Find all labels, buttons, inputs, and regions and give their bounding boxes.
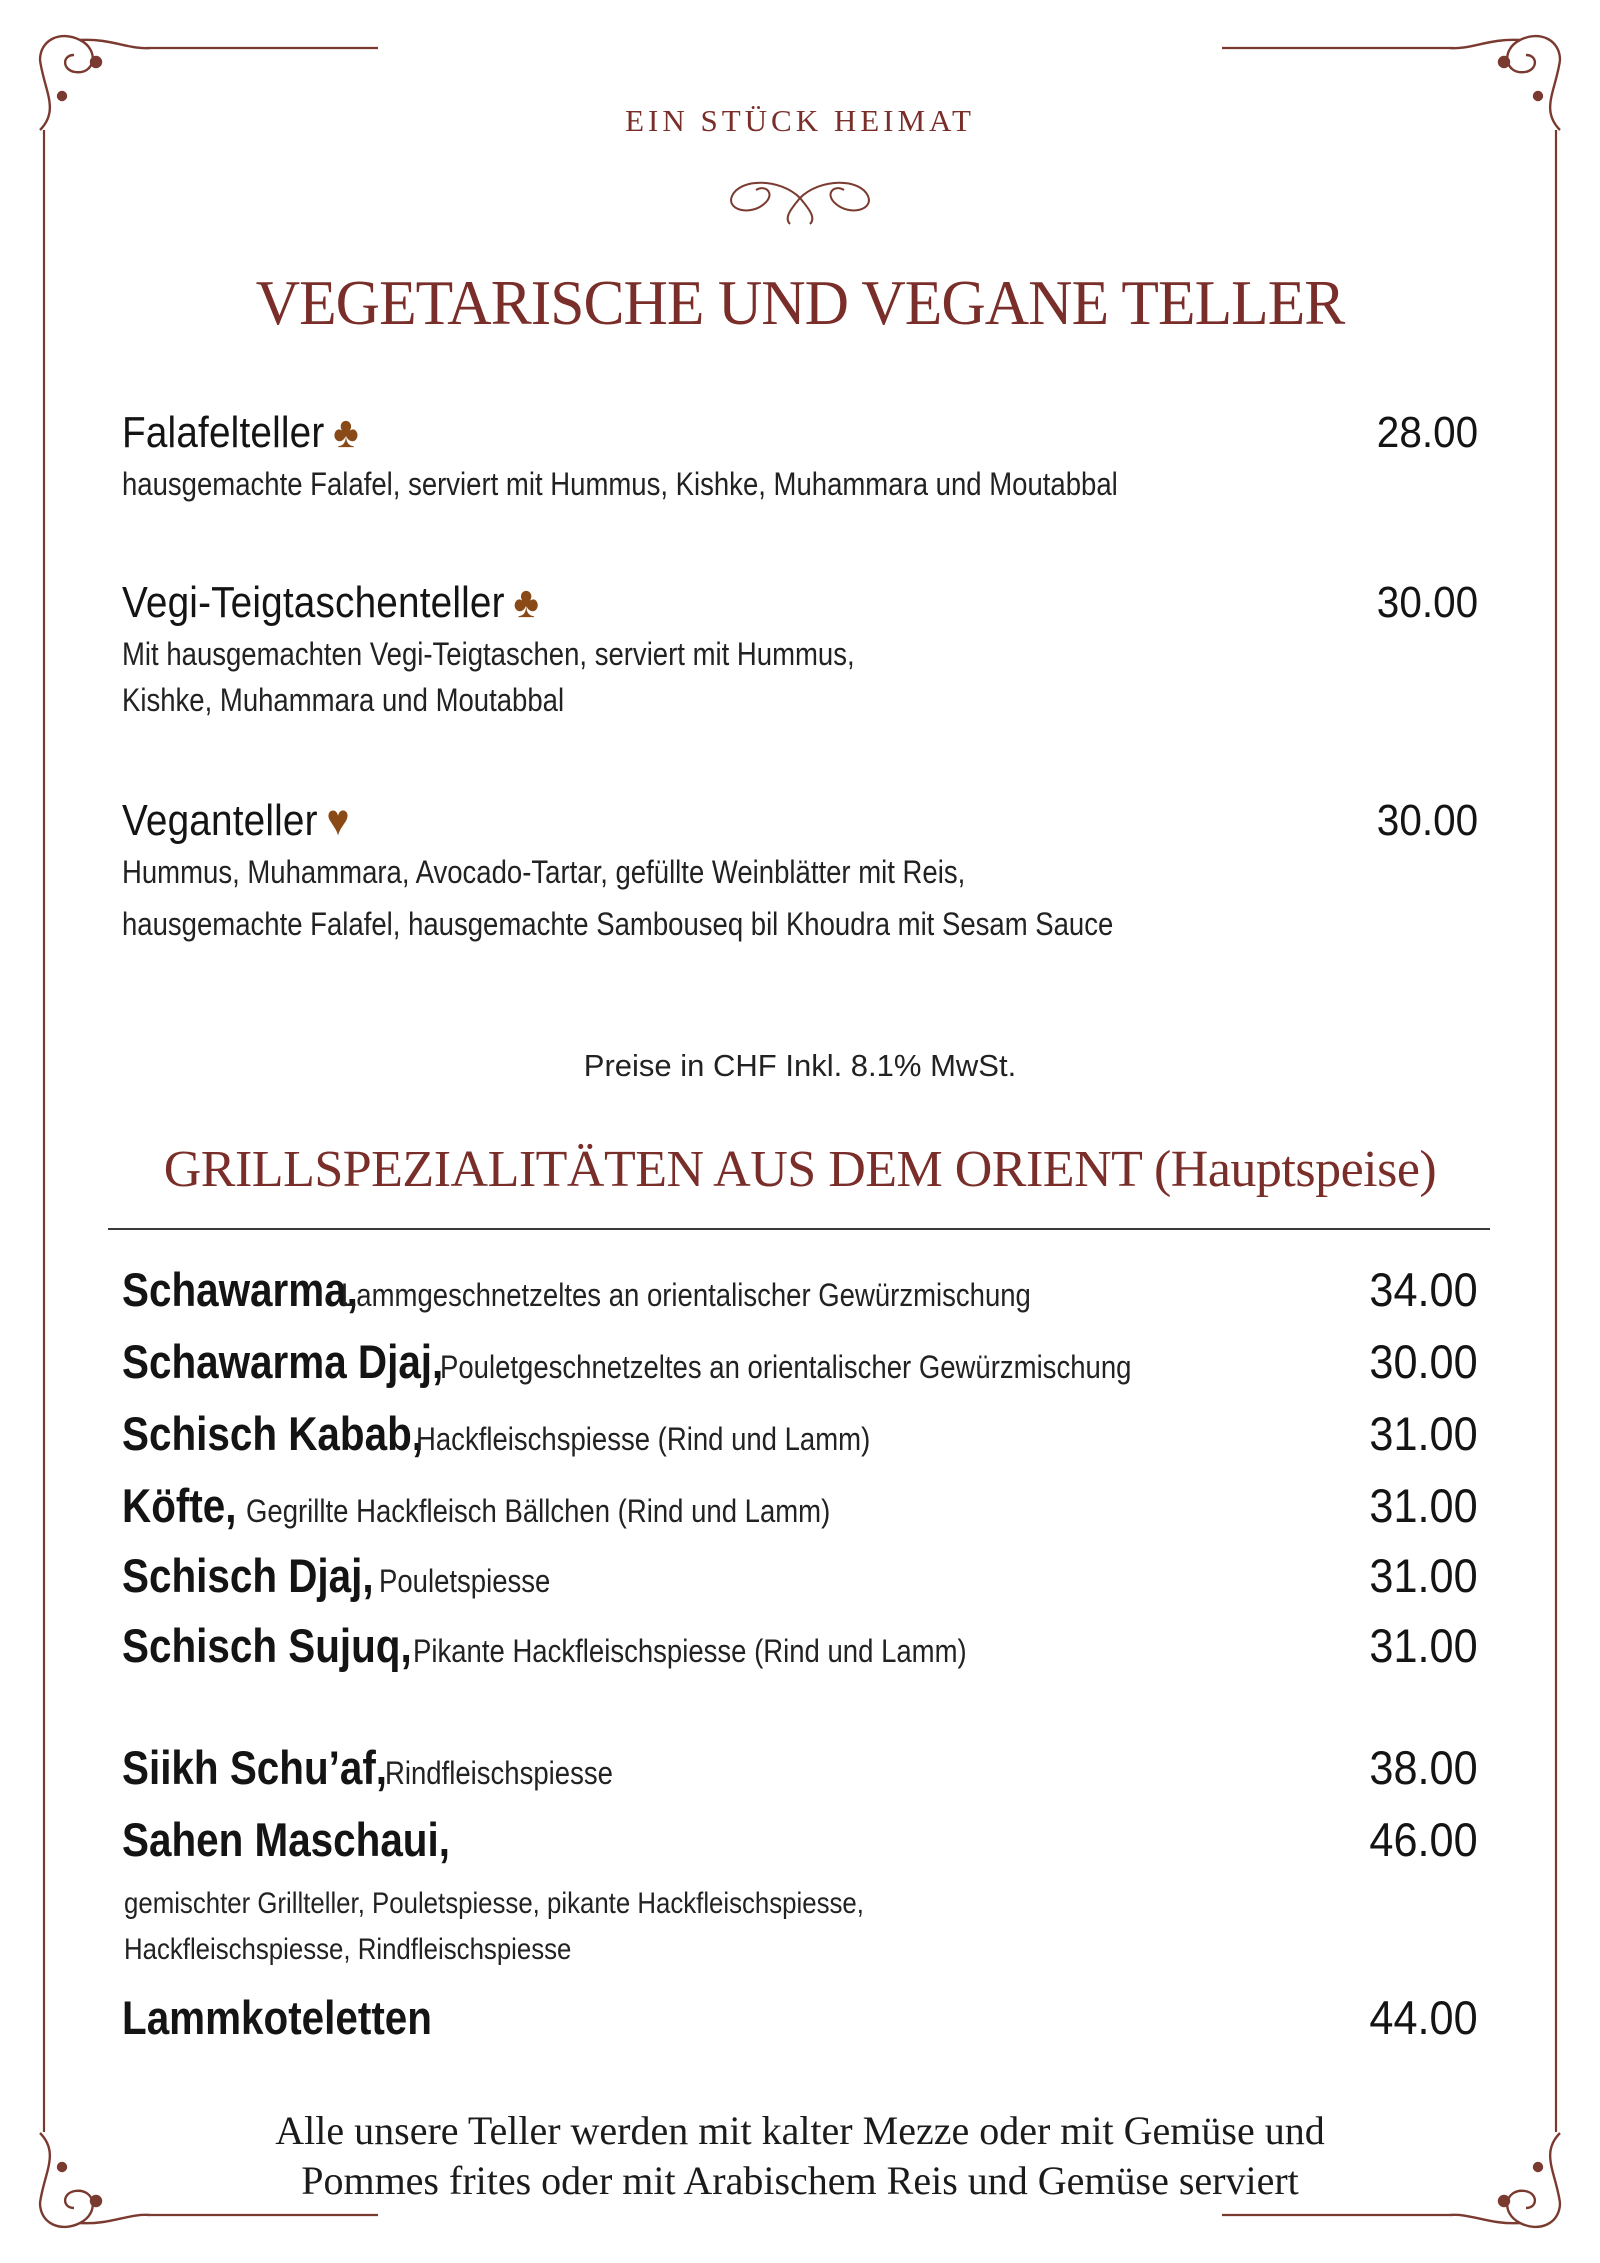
menu-item [122,1812,1478,1872]
item-name: Veganteller ♥ [122,796,350,845]
item-description: Hackfleischspiesse, Rindfleischspiesse [124,1933,572,1966]
item-name: Schawarma Djaj, [122,1335,444,1388]
item-name: Vegi-Teigtaschenteller ♣ [122,578,540,627]
item-price: 44.00 [1369,1991,1478,2044]
flourish-icon [720,168,880,228]
item-price: 46.00 [1369,1813,1478,1866]
item-description: hausgemachte Falafel, hausgemachte Sambouseq bil Khoudra mit Sesam Sauce [122,906,1114,942]
item-description: Lammgeschnetzeltes an orientalischer Gewürzmischung [340,1277,1031,1313]
item-description: Mit hausgemachten Vegi-Teigtaschen, serviert mit Hummus, [122,636,855,672]
item-description: Gegrillte Hackfleisch Bällchen (Rind und Lamm) [245,1493,830,1529]
menu-item [122,796,1478,948]
item-name: Siikh Schu’af, [122,1741,388,1794]
item-price: 31.00 [1369,1407,1478,1460]
item-description: Pouletspiesse [379,1563,551,1599]
item-price: 31.00 [1369,1549,1478,1602]
footer-line: Alle unsere Teller werden mit kalter Mezze oder mit Gemüse und [275,2108,1325,2153]
footer-note [0,2106,1600,2206]
item-description: Rindfleischspiesse [384,1755,613,1791]
club-icon: ♣ [513,578,540,627]
divider [108,1228,1490,1230]
menu-item [122,1618,1478,1678]
footer-line: Pommes frites oder mit Arabischem Reis und Gemüse serviert [301,2158,1299,2203]
menu-item [122,1406,1478,1466]
section-title-vegetarian: VEGETARISCHE UND VEGANE TELLER [255,267,1345,338]
menu-item [122,578,1478,724]
section-title-grill [0,1140,1600,1199]
item-name: Schisch Sujuq, [122,1619,412,1672]
menu-item [122,1740,1478,1800]
item-description: Hackfleischspiesse (Rind und Lamm) [416,1421,871,1457]
tagline: EIN STÜCK HEIMAT [625,103,975,138]
heart-icon: ♥ [326,796,350,845]
item-name: Sahen Maschaui, [122,1813,450,1866]
item-price: 28.00 [1376,408,1478,457]
menu-item [122,1548,1478,1608]
item-description: hausgemachte Falafel, serviert mit Hummus, Kishke, Muhammara und Moutabbal [122,466,1118,502]
item-name: Falafelteller ♣ [122,408,359,457]
item-price: 31.00 [1369,1479,1478,1532]
price-note: Preise in CHF Inkl. 8.1% MwSt. [583,1048,1017,1083]
menu-item [122,408,1478,508]
item-name: Lammkoteletten [122,1991,432,2044]
item-price: 30.00 [1376,578,1478,627]
item-price: 31.00 [1369,1619,1478,1672]
item-description: gemischter Grillteller, Pouletspiesse, pikante Hackfleischspiesse, [124,1887,864,1920]
item-description: Pikante Hackfleischspiesse (Rind und Lamm) [413,1633,968,1669]
item-price: 30.00 [1376,796,1478,845]
item-price: 38.00 [1369,1741,1478,1794]
item-name: Schawarma, [122,1263,358,1316]
item-name: Köfte, [122,1479,237,1532]
item-description: Hummus, Muhammara, Avocado-Tartar, gefüllte Weinblätter mit Reis, [122,854,966,890]
item-name: Schisch Kabab, [122,1407,423,1460]
menu-item [122,1334,1478,1394]
section-title-text: GRILLSPEZIALITÄTEN AUS DEM ORIENT [163,1141,1142,1198]
item-price: 34.00 [1369,1263,1478,1316]
item-name: Schisch Djaj, [122,1549,374,1602]
menu-item [122,1990,1478,2050]
club-icon: ♣ [333,408,359,457]
section-title-subtitle: (Hauptspeise) [1153,1141,1437,1198]
item-description: Pouletgeschnetzeltes an orientalischer Gewürzmischung [440,1349,1132,1385]
menu-item [122,1262,1478,1322]
item-price: 30.00 [1369,1335,1478,1388]
menu-item [122,1478,1478,1538]
item-description: Kishke, Muhammara und Moutabbal [122,682,565,718]
